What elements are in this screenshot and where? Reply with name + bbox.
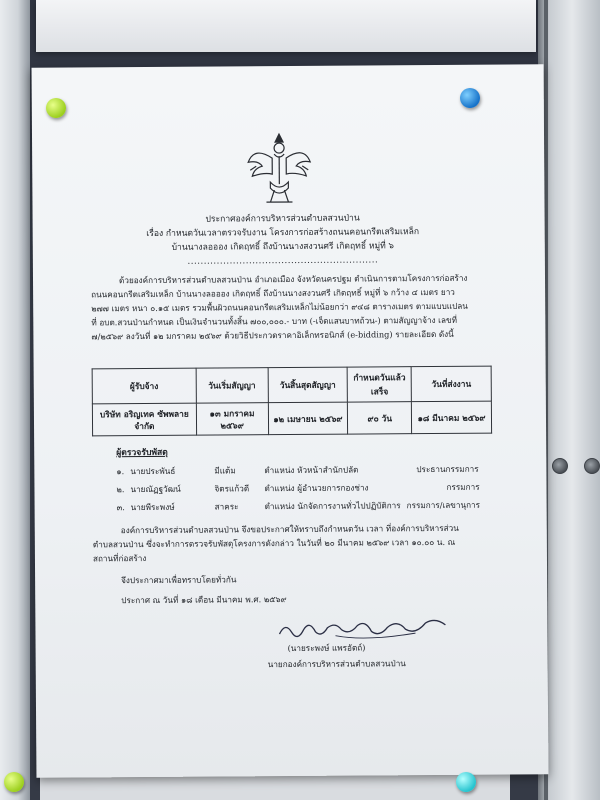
notice-paper [32, 64, 549, 778]
separator: ........................................................... [187, 255, 379, 267]
table-cell: บริษัท อริญเทค ซัพพลาย จำกัด [92, 403, 196, 436]
committee-member [116, 463, 496, 478]
committee-title: ผู้ตรวจรับพัสดุ [116, 447, 168, 459]
member-surname: จิตรแก้วดี [214, 483, 250, 494]
table-header: วันสิ้นสุดสัญญา [268, 367, 348, 403]
member-number: ๒. [116, 484, 125, 495]
screw-icon [552, 458, 568, 474]
member-role: กรรมการ/เลขานุการ [406, 499, 481, 511]
member-role: กรรมการ [446, 481, 480, 492]
para1-line: ๗/๒๕๖๙ ลงวันที่ ๑๒ มกราคม ๒๕๖๙ ด้วยวิธีประกวดราคาอิเล็กทรอนิกส์ (e-bidding) รายละเอียด ดังนี้ [91, 328, 454, 342]
signer-position: นายกองค์การบริหารส่วนตำบลสวนป่าน [267, 658, 406, 670]
blue-pushpin-icon [460, 88, 480, 108]
para1-line: ที่ อบต.สวนป่านกำหนด เป็นเงินจำนวนทั้งสิ้น ๗๐๐,๐๐๐.- บาท (-เจ็ดแสนบาทถ้วน-) ตามสัญญาจ้าง เลขที่ [91, 314, 458, 328]
committee-member [116, 481, 496, 496]
handwritten-signature-icon [275, 613, 455, 644]
table-header: วันเริ่มสัญญา [196, 368, 268, 404]
cyan-pushpin-icon [456, 772, 476, 792]
table-header-row [92, 366, 491, 404]
table-header: ผู้รับจ้าง [92, 368, 196, 404]
frame-left [0, 0, 30, 800]
green-pushpin-icon [4, 772, 24, 792]
table-row [92, 401, 491, 436]
member-position: ตำแหน่ง หัวหน้าสำนักปลัด [264, 464, 359, 476]
notice-title: ประกาศองค์การบริหารส่วนตำบลสวนป่าน [205, 213, 360, 225]
contract-table [92, 366, 492, 437]
member-name: นายพีระพงษ์ [130, 501, 175, 513]
table-cell: ๑๒ เมษายน ๒๕๖๙ [268, 402, 348, 435]
announce-line: จึงประกาศมาเพื่อทราบโดยทั่วกัน [121, 574, 237, 586]
screw-icon [584, 458, 600, 474]
table-header: กำหนดวันแล้วเสร็จ [347, 367, 411, 402]
member-name: นายประพันธ์ [130, 465, 176, 477]
para1-line: ด้วยองค์การบริหารส่วนตำบลสวนป่าน อำเภอเมือง จังหวัดนครปฐม ดำเนินการตามโครงการก่อสร้าง [118, 272, 468, 286]
para1-line: ๒๗๗ เมตร หนา ๐.๑๕ เมตร รวมพื้นผิวถนนคอนกรีตเสริมเหล็กไม่น้อยกว่า ๙๔๘ ตารางเมตร ตามแบบแปลน [91, 300, 468, 314]
table-cell: ๑๘ มีนาคม ๒๕๖๙ [412, 401, 492, 434]
date-line: ประกาศ ณ วันที่ ๑๘ เดือน มีนาคม พ.ศ. ๒๕๖๙ [121, 594, 287, 606]
member-number: ๑. [116, 466, 125, 477]
member-role: ประธานกรรมการ [416, 463, 479, 475]
member-position: ตำแหน่ง นักจัดการงานทั่วไปปฏิบัติการ [264, 500, 401, 512]
member-surname: มีแต้ม [214, 465, 236, 476]
member-surname: สาคระ [214, 501, 239, 512]
member-name: นายณัฏฐวัฒน์ [130, 483, 181, 495]
para2-line: ตำบลสวนป่าน ซึ่งจะทำการตรวจรับพัสดุโครงการดังกล่าว ในวันที่ ๒๐ มีนาคม ๒๕๖๙ เวลา ๑๐.๐๐ น. ณ [92, 536, 456, 550]
signer-name: (นายระพงษ์ แพรอัตถ์) [287, 642, 366, 654]
green-pushpin-icon [46, 98, 66, 118]
member-number: ๓. [116, 502, 125, 513]
member-position: ตำแหน่ง ผู้อำนวยการกองช่าง [264, 482, 369, 494]
notice-subject: เรื่อง กำหนดวันเวลาตรวจรับงาน โครงการก่อสร้างถนนคอนกรีตเสริมเหล็ก [146, 227, 420, 239]
paragraph-1 [91, 271, 491, 344]
top-sheet [36, 0, 536, 52]
table-header: วันที่ส่งงาน [411, 366, 491, 402]
para2-line: สถานที่ก่อสร้าง [92, 553, 147, 564]
para1-line: ถนนคอนกรีตเสริมเหล็ก บ้านนางลอออง เกิดฤทธิ์ ถึงบ้านนางสงวนศรี เกิดฤทธิ์ หมู่ที่ ๖ กว้าง ๔ เมตร ยาว [91, 286, 455, 300]
notice-subject-line2: บ้านนางลอออง เกิดฤทธิ์ ถึงบ้านนางสงวนศรี เกิดฤทธิ์ หมู่ที่ ๖ [171, 241, 395, 253]
committee-member [117, 499, 497, 514]
para2-line: องค์การบริหารส่วนตำบลสวนป่าน จึงขอประกาศให้ทราบถึงกำหนดวัน เวลา ที่องค์การบริหารส่วน [120, 522, 459, 536]
table-cell: ๙๐ วัน [348, 402, 412, 434]
paragraph-2 [93, 521, 493, 566]
table-cell: ๑๓ มกราคม ๒๕๖๙ [196, 403, 268, 436]
garuda-emblem-icon [244, 126, 315, 206]
